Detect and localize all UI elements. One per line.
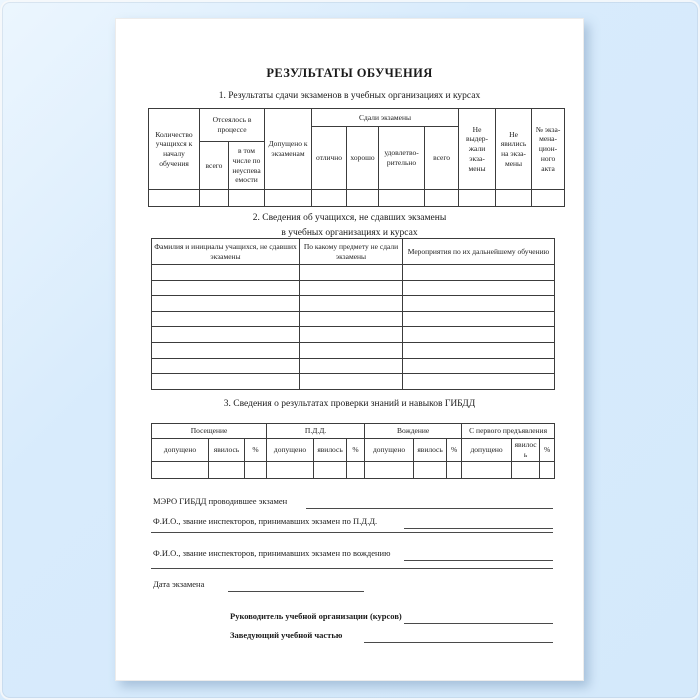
document-page (115, 18, 584, 681)
col-header-students-start: Количество учащихся к началу обучения (149, 109, 200, 190)
sub-header-appeared: явилось (512, 439, 540, 462)
failed-students-table (151, 238, 555, 390)
col-group-attendance: Посещение (152, 424, 267, 439)
table-row (152, 296, 555, 312)
head-study-signature-line (364, 642, 553, 643)
col-header-student-name: Фамилия и инициалы учащихся, не сдавших экзамены (152, 239, 300, 265)
exam-date-fill-line (228, 591, 364, 592)
exam-date-label: Дата экзамена (153, 579, 205, 589)
sub-header-percent: % (245, 439, 267, 462)
col-header-good: хорошо (347, 127, 379, 190)
col-header-dropout-total: всего (200, 142, 229, 190)
sub-header-percent: % (540, 439, 555, 462)
col-header-dropout-fail: в том числе по неуспеваемости (229, 142, 265, 190)
exam-results-table (148, 108, 565, 207)
table-row (152, 461, 555, 478)
col-header-passed-total: всего (425, 127, 459, 190)
table-row (149, 190, 565, 207)
fio-pdd-label: Ф.И.О., звание инспекторов, принимавших экзамен по П.Д.Д. (153, 516, 378, 526)
table-row (152, 280, 555, 296)
col-group-first-attempt: С первого предъявления (462, 424, 555, 439)
sub-header-percent: % (447, 439, 462, 462)
fio-pdd-continuation-line (151, 532, 553, 533)
table-row (152, 342, 555, 358)
fio-driving-label: Ф.И.О., звание инспекторов, принимавших экзамен по вождению (153, 548, 391, 558)
gibdd-results-table (151, 423, 555, 479)
col-header-act-number: № экза-мена-цион-ного акта (532, 109, 565, 190)
page-title: РЕЗУЛЬТАТЫ ОБУЧЕНИЯ (266, 66, 433, 80)
col-header-admitted: Допущено к экзаменам (265, 109, 312, 190)
col-group-passed: Сдали экзамены (312, 109, 459, 127)
col-header-failed: Не выдер-жали экза-мены (459, 109, 496, 190)
mreo-fill-line (306, 508, 553, 509)
col-group-driving: Вождение (365, 424, 462, 439)
table-row (152, 327, 555, 343)
head-org-signature-line (404, 623, 553, 624)
head-org-label: Руководитель учебной организации (курсов) (230, 611, 402, 621)
section2-heading-line1: 2. Сведения об учащихся, не сдавших экзамены (252, 213, 447, 223)
table-row (152, 265, 555, 281)
fio-driving-continuation-line (151, 568, 553, 569)
col-group-dropout: Отсеялось в процессе (200, 109, 265, 142)
table-row (152, 374, 555, 390)
section2-heading-line2: в учебных организациях и курсах (281, 228, 418, 238)
sub-header-appeared: явилось (414, 439, 447, 462)
table-row (152, 311, 555, 327)
head-study-label: Заведующий учебной частью (230, 630, 343, 640)
col-header-no-show: Не явились на экза-мены (496, 109, 532, 190)
col-header-satisfactory: удовлетво-рительно (379, 127, 425, 190)
sub-header-percent: % (347, 439, 365, 462)
col-group-pdd: П.Д.Д. (267, 424, 365, 439)
table-row (152, 358, 555, 374)
fio-driving-fill-line (404, 560, 553, 561)
col-header-subject: По какому предмету не сдали экзамены (300, 239, 403, 265)
sub-header-admitted: допущено (462, 439, 512, 462)
sub-header-admitted: допущено (152, 439, 209, 462)
section1-heading: 1. Результаты сдачи экзаменов в учебных организациях и курсах (218, 91, 481, 101)
section3-heading: 3. Сведения о результатах проверки знаний и навыков ГИБДД (223, 399, 476, 409)
sub-header-appeared: явилось (209, 439, 245, 462)
sub-header-admitted: допущено (267, 439, 314, 462)
sub-header-admitted: допущено (365, 439, 414, 462)
sub-header-appeared: явилось (314, 439, 347, 462)
col-header-actions: Мероприятия по их дальнейшему обучению (403, 239, 555, 265)
fio-pdd-fill-line (404, 528, 553, 529)
mreo-label: МЭРО ГИБДД проводившее экзамен (153, 496, 288, 506)
col-header-excellent: отлично (312, 127, 347, 190)
